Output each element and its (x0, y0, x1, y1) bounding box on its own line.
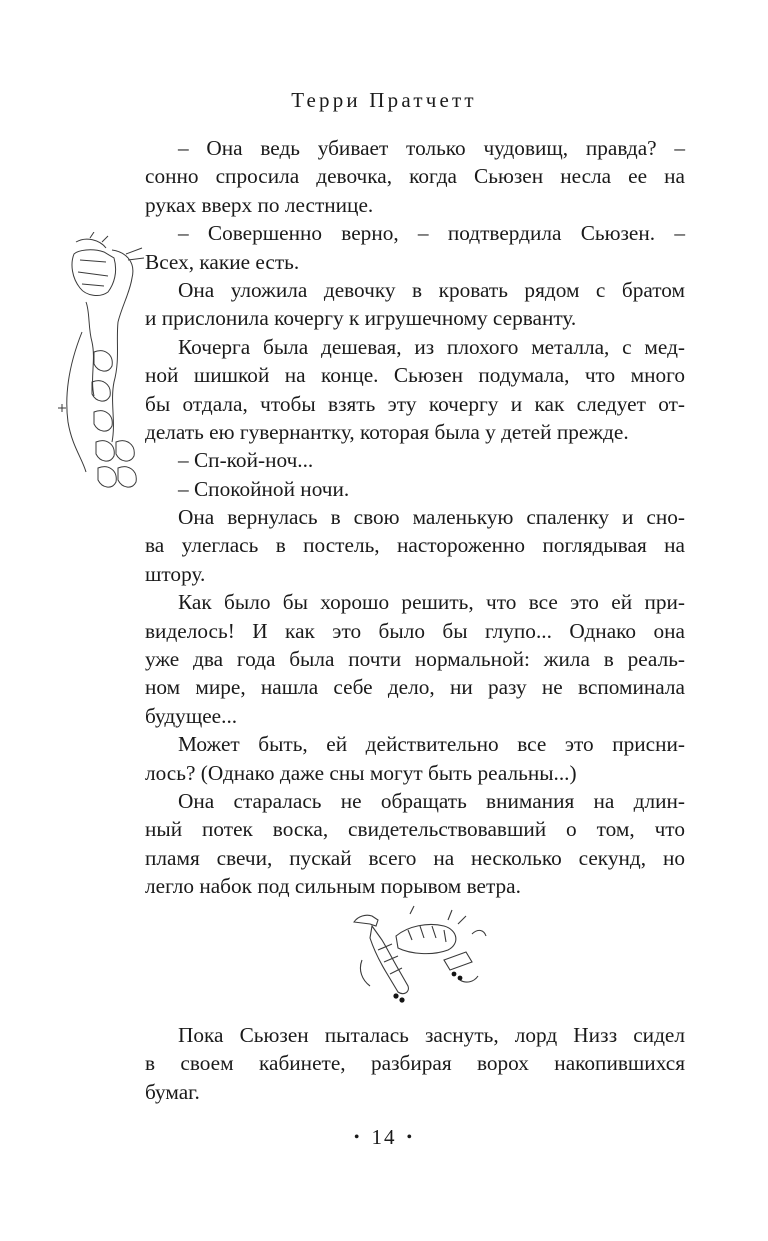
text-line: – Спокойной ночи. (178, 476, 350, 501)
text-line: и прислонила кочергу к игрушечному серванту. (145, 306, 577, 331)
body-text (145, 134, 685, 901)
body-text-after-break (145, 1021, 685, 1106)
text-line: – Совершенно верно, – подтвердила Сьюзен. – (178, 221, 685, 246)
text-line: Кочерга была дешевая, из плохого металла, с мед- (178, 334, 685, 359)
text-line: Она вернулась в свою маленькую спаленку и сно- (178, 505, 685, 530)
bottle-and-bread-ornament-icon (348, 900, 498, 1004)
text-line: Пока Сьюзен пыталась заснуть, лорд Низз сидел (178, 1023, 685, 1047)
text-line: виделось! И как это было бы глупо... Однако она (145, 618, 685, 643)
text-line: ной шишкой на конце. Сьюзен подумала, что много (145, 363, 685, 388)
text-line: пламя свечи, пускай всего на несколько секунд, но (145, 845, 685, 870)
text-line: делать ею гувернантку, которая была у детей прежде. (145, 419, 629, 444)
text-line: руках вверх по лестнице. (145, 192, 374, 217)
text-line: Как было бы хорошо решить, что все это ей при- (178, 590, 685, 615)
text-line: бумаг. (145, 1079, 200, 1104)
text-line: лось? (Однако даже сны могут быть реальны...) (145, 760, 577, 785)
hanging-sausages-sketch-icon (56, 232, 148, 504)
running-head: Терри Пратчетт (291, 88, 477, 112)
text-line: будущее... (145, 703, 238, 728)
text-line: Она старалась не обращать внимания на длин- (178, 788, 685, 813)
bullet-left: • (353, 1129, 362, 1146)
text-line: бы отдала, чтобы взять эту кочергу и как следует от- (145, 391, 685, 416)
page-number (0, 1125, 768, 1150)
text-line: ном мире, нашла себе дело, ни разу не вспоминала (145, 675, 685, 700)
text-line: Может быть, ей действительно все это присни- (178, 732, 685, 757)
text-line: – Сп-кой-ноч... (178, 448, 314, 473)
text-line: уже два года была почти нормальной: жила в реаль- (145, 647, 685, 672)
text-line: в своем кабинете, разбирая ворох накопившихся (145, 1051, 685, 1076)
text-line: – Она ведь убивает только чудовищ, правда? – (178, 136, 685, 160)
text-line: легло набок под сильным порывом ветра. (145, 874, 521, 899)
text-line: Всех, какие есть. (145, 249, 300, 274)
text-line: штору. (145, 561, 206, 586)
page-number-value: 14 (371, 1125, 397, 1149)
text-line: ва улеглась в постель, настороженно поглядывая на (145, 533, 685, 558)
text-line: сонно спросила девочка, когда Сьюзен несла ее на (145, 164, 685, 189)
text-line: ный потек воска, свидетельствовавший о том, что (145, 817, 685, 842)
text-line: Она уложила девочку в кровать рядом с братом (178, 277, 685, 302)
bullet-right: • (406, 1129, 415, 1146)
